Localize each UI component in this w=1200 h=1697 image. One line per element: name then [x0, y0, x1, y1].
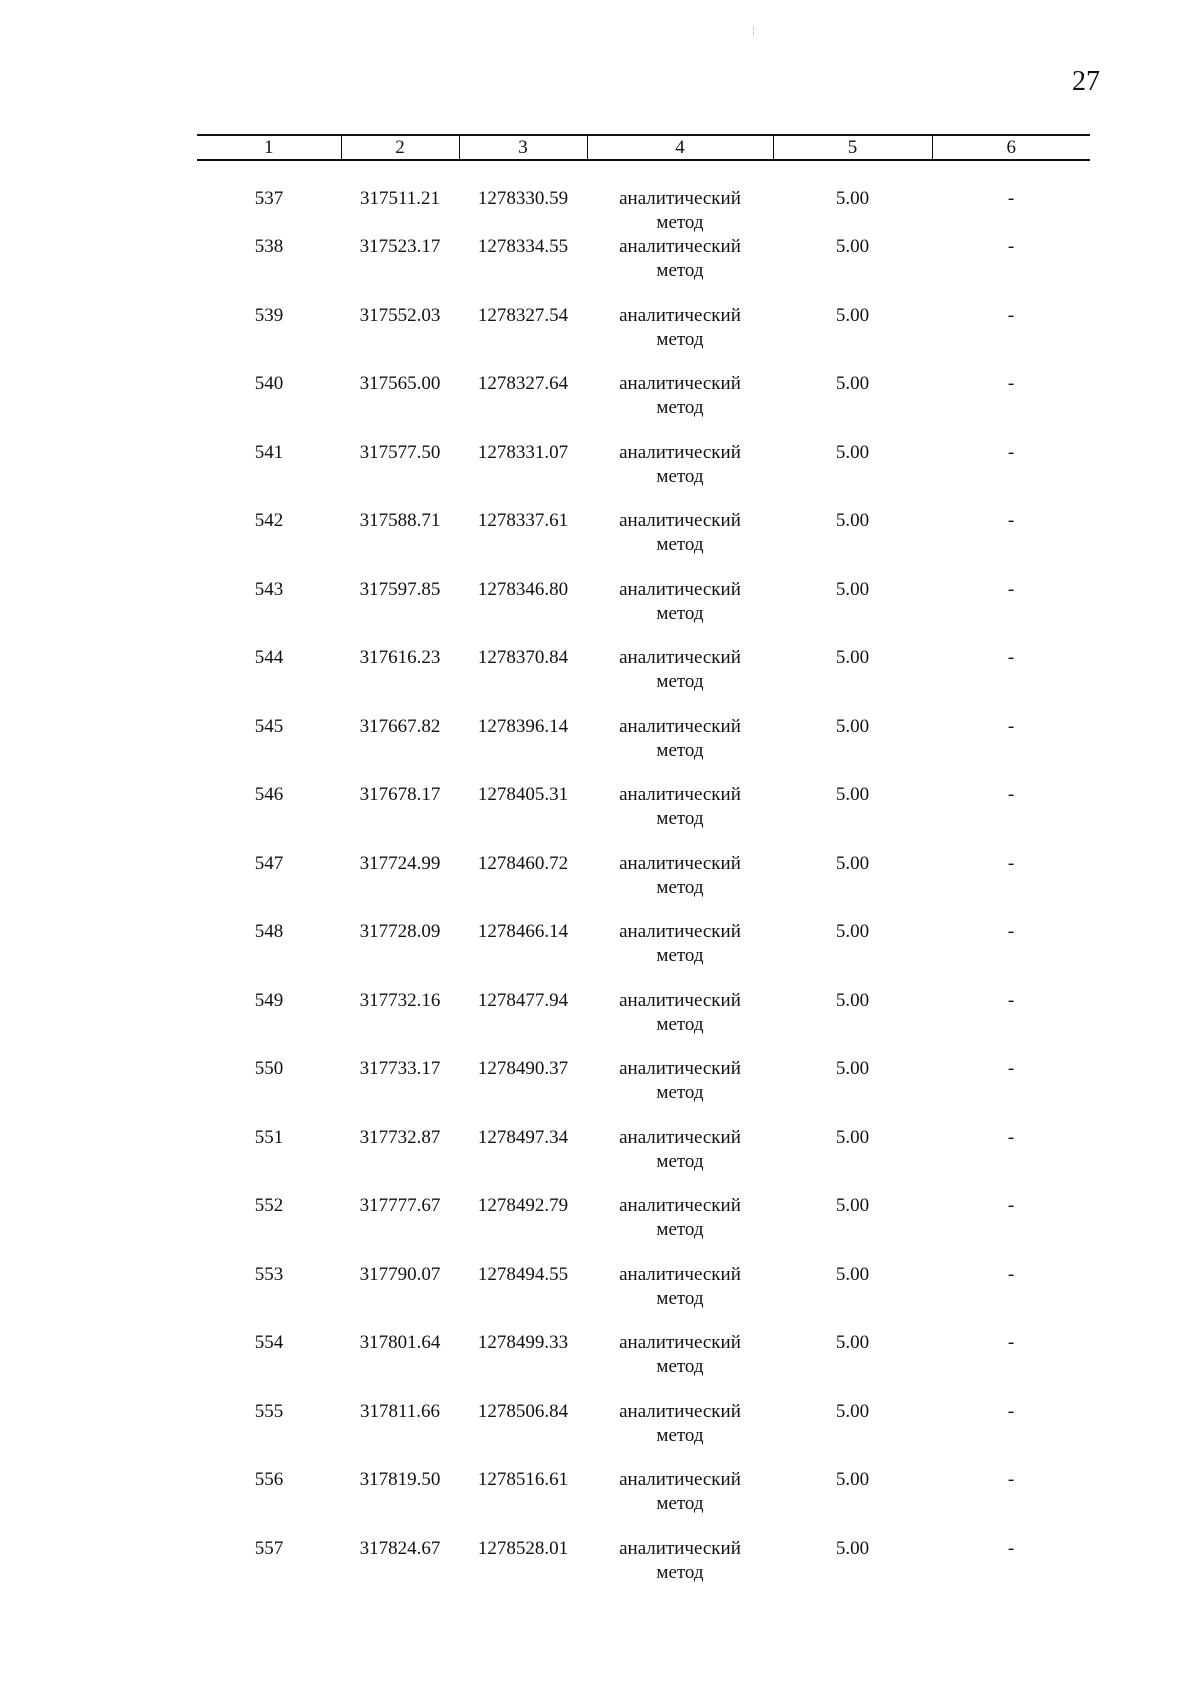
- table-row: [197, 372, 1090, 441]
- method-line: аналитический: [619, 236, 741, 257]
- table-row: [197, 852, 1090, 921]
- y-coordinate-cell: 1278528.01: [477, 1537, 569, 1559]
- method-line: метод: [656, 465, 704, 487]
- y-coordinate-cell: 1278396.14: [477, 715, 569, 737]
- x-coordinate-cell: 317565.00: [359, 373, 441, 394]
- scan-artifact: [753, 26, 754, 36]
- method-line: метод: [656, 945, 704, 966]
- method-cell: [587, 715, 773, 784]
- method-line: аналитический: [619, 510, 741, 531]
- table-row: [197, 160, 1090, 235]
- y-coordinate-cell: 1278327.64: [477, 373, 569, 394]
- x-coordinate-cell: 317733.17: [359, 1058, 441, 1079]
- y-coordinate-cell: 1278337.61: [477, 510, 569, 531]
- method-line: аналитический: [619, 784, 741, 805]
- x-coordinate-cell: 317667.82: [359, 715, 441, 737]
- x-coordinate-cell: 317616.23: [359, 647, 441, 668]
- accuracy-cell: 5.00: [835, 304, 870, 326]
- accuracy-cell: 5.00: [835, 1195, 870, 1216]
- method-line: аналитический: [619, 373, 741, 394]
- y-coordinate-cell: 1278346.80: [477, 578, 569, 600]
- method-line: метод: [656, 602, 704, 624]
- note-cell: -: [1007, 304, 1015, 326]
- method-line: аналитический: [619, 1537, 741, 1559]
- point-number-cell: 543: [254, 578, 284, 600]
- method-cell: [587, 1194, 773, 1263]
- method-line: аналитический: [619, 1263, 741, 1285]
- y-coordinate-cell: 1278331.07: [477, 441, 569, 463]
- point-number-cell: 553: [254, 1263, 284, 1285]
- point-number-cell: 552: [254, 1195, 284, 1216]
- method-line: аналитический: [619, 304, 741, 326]
- note-cell: -: [1007, 1332, 1015, 1353]
- note-cell: -: [1007, 647, 1015, 668]
- method-line: метод: [656, 1287, 704, 1309]
- method-line: метод: [656, 328, 704, 350]
- method-cell: [587, 304, 773, 373]
- note-cell: -: [1007, 1058, 1015, 1079]
- column-header: 6: [932, 135, 1090, 160]
- table-row: [197, 715, 1090, 784]
- note-cell: -: [1007, 1126, 1015, 1148]
- y-coordinate-cell: 1278492.79: [477, 1195, 569, 1216]
- x-coordinate-cell: 317588.71: [359, 510, 441, 531]
- accuracy-cell: 5.00: [835, 647, 870, 668]
- table-row: [197, 1057, 1090, 1126]
- column-header: 1: [197, 135, 341, 160]
- point-number-cell: 539: [254, 304, 284, 326]
- point-number-cell: 537: [254, 188, 284, 209]
- note-cell: -: [1007, 989, 1015, 1011]
- method-line: аналитический: [619, 188, 741, 209]
- method-cell: [587, 1537, 773, 1606]
- header-row: [197, 135, 1090, 160]
- coordinates-table-container: [197, 134, 1090, 1605]
- method-line: аналитический: [619, 989, 741, 1011]
- y-coordinate-cell: 1278327.54: [477, 304, 569, 326]
- note-cell: -: [1007, 188, 1015, 209]
- method-cell: [587, 509, 773, 578]
- table-row: [197, 1194, 1090, 1263]
- method-cell: [587, 1057, 773, 1126]
- y-coordinate-cell: 1278490.37: [477, 1058, 569, 1079]
- method-cell: [587, 852, 773, 921]
- method-line: метод: [656, 671, 704, 692]
- accuracy-cell: 5.00: [835, 989, 870, 1011]
- y-coordinate-cell: 1278494.55: [477, 1263, 569, 1285]
- x-coordinate-cell: 317577.50: [359, 441, 441, 463]
- accuracy-cell: 5.00: [835, 921, 870, 942]
- method-cell: [587, 646, 773, 715]
- point-number-cell: 544: [254, 647, 284, 668]
- accuracy-cell: 5.00: [835, 1400, 870, 1422]
- accuracy-cell: 5.00: [835, 236, 870, 257]
- method-cell: [587, 160, 773, 235]
- accuracy-cell: 5.00: [835, 1332, 870, 1353]
- method-line: аналитический: [619, 921, 741, 942]
- method-cell: [587, 1126, 773, 1195]
- y-coordinate-cell: 1278334.55: [477, 236, 569, 257]
- accuracy-cell: 5.00: [835, 510, 870, 531]
- method-cell: [587, 920, 773, 989]
- x-coordinate-cell: 317824.67: [359, 1537, 441, 1559]
- point-number-cell: 548: [254, 921, 284, 942]
- coordinates-table: [197, 134, 1090, 1605]
- accuracy-cell: 5.00: [835, 188, 870, 209]
- y-coordinate-cell: 1278497.34: [477, 1126, 569, 1148]
- point-number-cell: 555: [254, 1400, 284, 1422]
- x-coordinate-cell: 317801.64: [359, 1332, 441, 1353]
- x-coordinate-cell: 317811.66: [359, 1400, 441, 1422]
- accuracy-cell: 5.00: [835, 441, 870, 463]
- note-cell: -: [1007, 236, 1015, 257]
- x-coordinate-cell: 317597.85: [359, 578, 441, 600]
- x-coordinate-cell: 317678.17: [359, 784, 441, 805]
- accuracy-cell: 5.00: [835, 373, 870, 394]
- method-line: аналитический: [619, 441, 741, 463]
- column-header: 3: [459, 135, 587, 160]
- method-line: метод: [656, 808, 704, 829]
- y-coordinate-cell: 1278466.14: [477, 921, 569, 942]
- method-cell: [587, 1468, 773, 1537]
- method-line: метод: [656, 1150, 704, 1172]
- note-cell: -: [1007, 921, 1015, 942]
- y-coordinate-cell: 1278516.61: [477, 1469, 569, 1490]
- point-number-cell: 546: [254, 784, 284, 805]
- method-line: метод: [656, 212, 704, 233]
- point-number-cell: 557: [254, 1537, 284, 1559]
- note-cell: -: [1007, 441, 1015, 463]
- method-line: метод: [656, 1493, 704, 1514]
- y-coordinate-cell: 1278460.72: [477, 852, 569, 874]
- method-line: аналитический: [619, 578, 741, 600]
- y-coordinate-cell: 1278370.84: [477, 647, 569, 668]
- method-line: аналитический: [619, 852, 741, 874]
- table-row: [197, 1263, 1090, 1332]
- note-cell: -: [1007, 1195, 1015, 1216]
- accuracy-cell: 5.00: [835, 1058, 870, 1079]
- method-line: аналитический: [619, 1469, 741, 1490]
- accuracy-cell: 5.00: [835, 1537, 870, 1559]
- accuracy-cell: 5.00: [835, 1126, 870, 1148]
- column-header: 4: [587, 135, 773, 160]
- method-line: метод: [656, 1013, 704, 1035]
- table-row: [197, 1537, 1090, 1606]
- method-line: метод: [656, 1356, 704, 1377]
- method-line: метод: [656, 534, 704, 555]
- method-line: аналитический: [619, 1126, 741, 1148]
- table-row: [197, 235, 1090, 304]
- point-number-cell: 538: [254, 236, 284, 257]
- x-coordinate-cell: 317732.87: [359, 1126, 441, 1148]
- method-cell: [587, 578, 773, 647]
- point-number-cell: 545: [254, 715, 284, 737]
- x-coordinate-cell: 317523.17: [359, 236, 441, 257]
- table-row: [197, 441, 1090, 510]
- method-line: аналитический: [619, 1195, 741, 1216]
- method-line: метод: [656, 1219, 704, 1240]
- accuracy-cell: 5.00: [835, 578, 870, 600]
- point-number-cell: 541: [254, 441, 284, 463]
- table-row: [197, 1400, 1090, 1469]
- note-cell: -: [1007, 510, 1015, 531]
- table-body: [197, 160, 1090, 1605]
- table-row: [197, 578, 1090, 647]
- accuracy-cell: 5.00: [835, 1469, 870, 1490]
- method-cell: [587, 235, 773, 304]
- accuracy-cell: 5.00: [835, 1263, 870, 1285]
- method-cell: [587, 1400, 773, 1469]
- table-row: [197, 1126, 1090, 1195]
- column-header: 5: [773, 135, 932, 160]
- x-coordinate-cell: 317819.50: [359, 1469, 441, 1490]
- method-line: метод: [656, 397, 704, 418]
- method-line: метод: [656, 1561, 704, 1583]
- method-line: аналитический: [619, 647, 741, 668]
- method-line: аналитический: [619, 715, 741, 737]
- method-line: метод: [656, 260, 704, 281]
- x-coordinate-cell: 317790.07: [359, 1263, 441, 1285]
- column-header: 2: [341, 135, 459, 160]
- x-coordinate-cell: 317511.21: [359, 188, 441, 209]
- method-line: метод: [656, 1424, 704, 1446]
- note-cell: -: [1007, 852, 1015, 874]
- table-header: [197, 135, 1090, 160]
- note-cell: -: [1007, 1469, 1015, 1490]
- x-coordinate-cell: 317728.09: [359, 921, 441, 942]
- x-coordinate-cell: 317552.03: [359, 304, 441, 326]
- note-cell: -: [1007, 578, 1015, 600]
- table-row: [197, 1468, 1090, 1537]
- table-row: [197, 783, 1090, 852]
- point-number-cell: 554: [254, 1332, 284, 1353]
- y-coordinate-cell: 1278499.33: [477, 1332, 569, 1353]
- note-cell: -: [1007, 1537, 1015, 1559]
- accuracy-cell: 5.00: [835, 715, 870, 737]
- accuracy-cell: 5.00: [835, 784, 870, 805]
- method-cell: [587, 441, 773, 510]
- point-number-cell: 547: [254, 852, 284, 874]
- table-row: [197, 509, 1090, 578]
- accuracy-cell: 5.00: [835, 852, 870, 874]
- note-cell: -: [1007, 784, 1015, 805]
- note-cell: -: [1007, 1263, 1015, 1285]
- x-coordinate-cell: 317777.67: [359, 1195, 441, 1216]
- method-line: метод: [656, 739, 704, 761]
- y-coordinate-cell: 1278330.59: [477, 188, 569, 209]
- point-number-cell: 551: [254, 1126, 284, 1148]
- point-number-cell: 549: [254, 989, 284, 1011]
- table-row: [197, 1331, 1090, 1400]
- table-row: [197, 304, 1090, 373]
- method-cell: [587, 1331, 773, 1400]
- point-number-cell: 542: [254, 510, 284, 531]
- method-line: аналитический: [619, 1400, 741, 1422]
- table-row: [197, 646, 1090, 715]
- point-number-cell: 550: [254, 1058, 284, 1079]
- table-row: [197, 989, 1090, 1058]
- method-line: метод: [656, 1082, 704, 1103]
- method-line: метод: [656, 876, 704, 898]
- method-line: аналитический: [619, 1058, 741, 1079]
- method-cell: [587, 989, 773, 1058]
- method-cell: [587, 372, 773, 441]
- y-coordinate-cell: 1278477.94: [477, 989, 569, 1011]
- note-cell: -: [1007, 715, 1015, 737]
- x-coordinate-cell: 317732.16: [359, 989, 441, 1011]
- table-row: [197, 920, 1090, 989]
- page-number: 27: [1072, 66, 1100, 97]
- point-number-cell: 540: [254, 373, 284, 394]
- y-coordinate-cell: 1278506.84: [477, 1400, 569, 1422]
- method-cell: [587, 1263, 773, 1332]
- method-cell: [587, 783, 773, 852]
- note-cell: -: [1007, 373, 1015, 394]
- method-line: аналитический: [619, 1332, 741, 1353]
- note-cell: -: [1007, 1400, 1015, 1422]
- x-coordinate-cell: 317724.99: [359, 852, 441, 874]
- point-number-cell: 556: [254, 1469, 284, 1490]
- y-coordinate-cell: 1278405.31: [477, 784, 569, 805]
